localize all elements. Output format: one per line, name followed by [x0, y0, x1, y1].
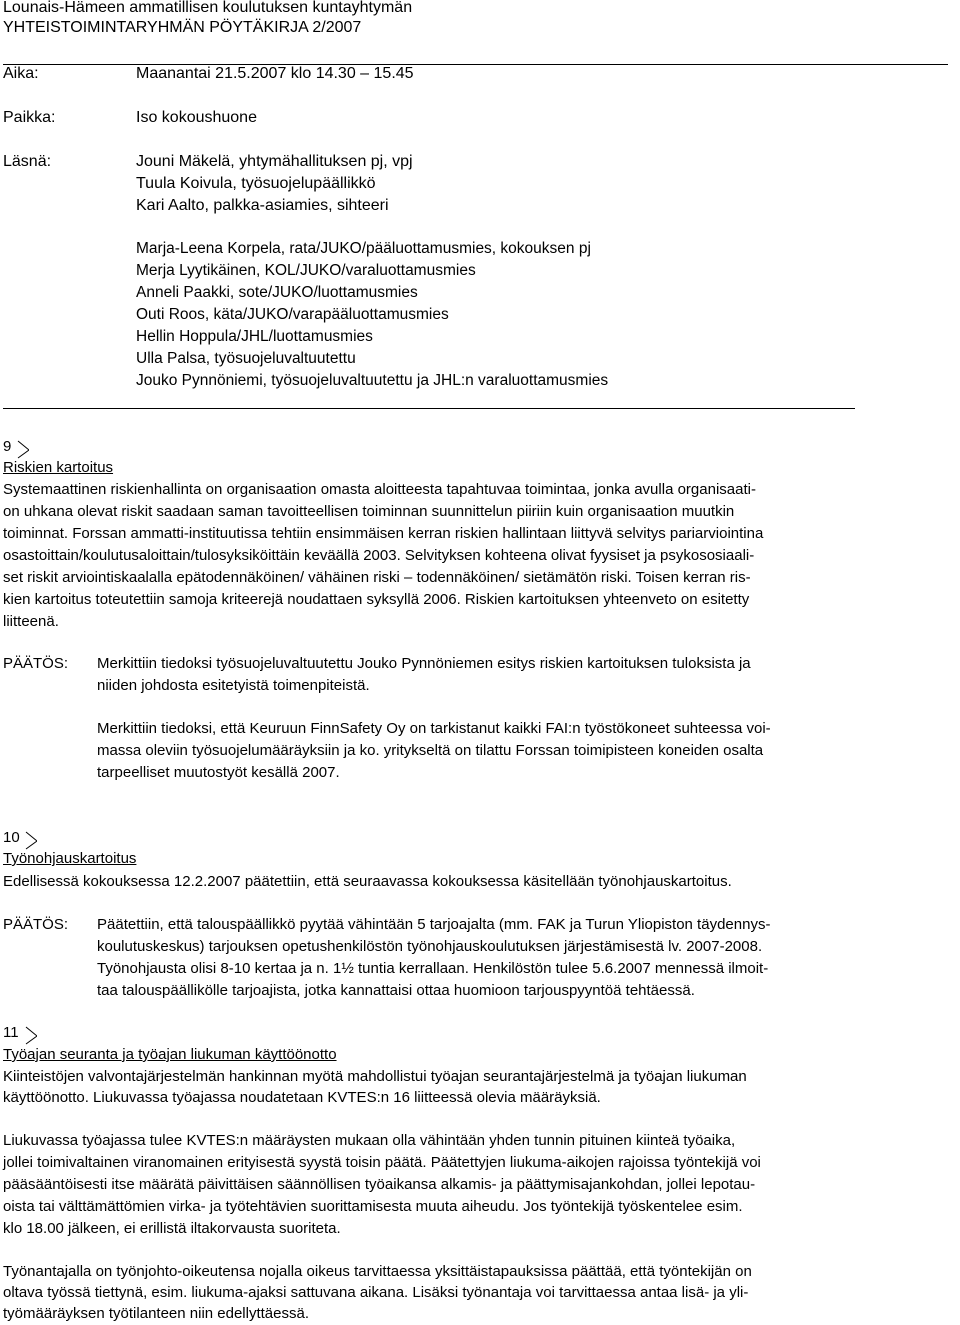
paatos-label-9: PÄÄTÖS:	[3, 655, 69, 672]
section-number: 11	[3, 1024, 19, 1041]
decision-line: massa oleviin työsuojelumääräyksiin ja ko. yritykseltä on tilattu Forssan toimipisteen koneiden osalta	[97, 742, 764, 759]
attendees-divider	[3, 408, 855, 409]
body-line: toiminnat. Forssan ammatti-instituutissa tehtiin ensimmäisen kerran riskien hallintaan liittyvä selvitys pariarviointina	[3, 525, 764, 542]
section-number: 9	[3, 438, 12, 455]
attendee: Ulla Palsa, työsuojeluvaltuutettu	[136, 350, 356, 367]
body-line: Kiinteistöjen valvontajärjestelmän hankinnan myötä mahdollistui työajan seurantajärjestelmä ja työajan liukuman	[3, 1068, 747, 1085]
attendee: Kari Aalto, palkka-asiamies, sihteeri	[136, 197, 389, 214]
decision-line: Merkittiin tiedoksi, että Keuruun FinnSafety Oy on tarkistanut kaikki FAI:n työstökoneet suhteessa voi-	[97, 720, 771, 737]
body-line: pääsääntöisesti itse määrätä päivittäisen säännöllisen työaikansa alkamis- ja päättymisajankohdan, jollei lepotau-	[3, 1176, 756, 1193]
decision-line: koulutuskeskus) tarjouksen opetushenkilöstön työnohjauskoulutuksen järjestämisestä lv. 2007-2008.	[97, 938, 763, 955]
body-line: kien kartoitus toteutettiin samoja kriteerejä noudattaen syksyllä 2006. Riskien kartoituksen yhteenveto on esitetty	[3, 591, 750, 608]
attendee: Outi Roos, käta/JUKO/varapääluottamusmies	[136, 306, 449, 323]
section-number-10	[3, 829, 20, 846]
decision-line: tarpeelliset muutostyöt kesällä 2007.	[97, 764, 340, 781]
section-mark-icon	[17, 439, 29, 459]
decision-line: Työnohjausta olisi 8-10 kertaa ja n. 1½ tuntia kerrallaan. Henkilöstön tulee 5.6.2007 mennessä ilmoit-	[97, 960, 769, 977]
section-title-11: Työajan seuranta ja työajan liukuman käyttöönotto	[3, 1046, 337, 1063]
decision-line: taa talouspäällikölle tarjoajista, jotka kannattaisi ottaa huomioon tarjouspyyntöä tehtäessä.	[97, 982, 695, 999]
body-line: osastoittain/koulutusaloittain/tulosyksiköittäin keväällä 2003. Selvityksen kohteena olivat fyysiset ja psykososiaali-	[3, 547, 755, 564]
body-line: Systemaattinen riskienhallinta on organisaation omasta aloitteesta tapahtuvaa toimintaa, jonka avulla organisaati-	[3, 481, 756, 498]
attendee: Tuula Koivula, työsuojelupäällikkö	[136, 175, 376, 192]
decision-line: Merkittiin tiedoksi työsuojeluvaltuutettu Jouko Pynnöniemen esitys riskien kartoituksen tuloksista ja	[97, 655, 751, 672]
body-line: oltava työssä tiettynä, esim. liukuma-ajaksi sattuvana aikana. Lisäksi työnantaja voi tarvittaessa antaa lisä- ja yli-	[3, 1284, 749, 1301]
aika-value: Maanantai 21.5.2007 klo 14.30 – 15.45	[136, 65, 414, 82]
decision-line: Päätettiin, että talouspäällikkö pyytää vähintään 5 tarjoajalta (mm. FAK ja Turun Yliopiston täydennys-	[97, 916, 771, 933]
section-number-11	[3, 1024, 19, 1041]
attendee: Jouni Mäkelä, yhtymähallituksen pj, vpj	[136, 153, 413, 170]
body-line: Työnantajalla on työnjohto-oikeutensa nojalla oikeus tarvittaessa yksittäistapauksissa päättää, että työntekijän on	[3, 1263, 752, 1280]
document-title: YHTEISTOIMINTARYHMÄN PÖYTÄKIRJA 2/2007	[3, 19, 362, 36]
attendee: Hellin Hoppula/JHL/luottamusmies	[136, 328, 373, 345]
section-title-9: Riskien kartoitus	[3, 459, 114, 476]
decision-line: niiden johdosta esitetyistä toimenpiteistä.	[97, 677, 370, 694]
body-line: työmääräyksen työtilanteen niin edellyttäessä.	[3, 1305, 310, 1322]
section-mark-icon	[25, 1025, 37, 1045]
attendee: Jouko Pynnöniemi, työsuojeluvaltuutettu ja JHL:n varaluottamusmies	[136, 372, 609, 389]
body-line: jollei toimivaltainen viranomainen erityisestä syystä toisin päätä. Päätettyjen liukuma-aikojen rajoissa työntekijä voi	[3, 1154, 761, 1171]
section-number: 10	[3, 829, 20, 846]
attendee: Merja Lyytikäinen, KOL/JUKO/varaluottamusmies	[136, 262, 476, 279]
lasna-label: Läsnä:	[3, 153, 52, 170]
section-title-10: Työnohjauskartoitus	[3, 850, 137, 867]
body-line: liitteenä.	[3, 613, 59, 630]
body-line: Liukuvassa työajassa tulee KVTES:n määräysten mukaan olla vähintään yhden tunnin pituinen kiinteä työaika,	[3, 1132, 736, 1149]
body-line: oista tai välttämättömien virka- ja työtehtävien suorittamisesta muuta aiheudu. Jos työntekijä työskentelee esim.	[3, 1198, 743, 1215]
aika-label: Aika:	[3, 65, 39, 82]
paikka-label: Paikka:	[3, 109, 56, 126]
body-line: klo 18.00 jälkeen, ei erillistä iltakorvausta suoriteta.	[3, 1220, 341, 1237]
attendee: Anneli Paakki, sote/JUKO/luottamusmies	[136, 284, 418, 301]
section10-body: Edellisessä kokouksessa 12.2.2007 päätettiin, että seuraavassa kokouksessa käsitellään työnohjauskartoitus.	[3, 873, 732, 890]
attendee: Marja-Leena Korpela, rata/JUKO/pääluottamusmies, kokouksen pj	[136, 240, 591, 257]
paatos-label-10: PÄÄTÖS:	[3, 916, 69, 933]
section-mark-icon	[25, 830, 37, 850]
section-number-9	[3, 438, 11, 455]
body-line: set riskit arviointiskaalalla epätodennäköinen/ vähäinen riski – todennäköinen/ sietämätön riski. Toisen kerran ris-	[3, 569, 751, 586]
organization-name: Lounais-Hämeen ammatillisen koulutuksen kuntayhtymän	[3, 0, 413, 16]
body-line: käyttöönotto. Liukuvassa työajassa noudatetaan KVTES:n 16 liitteessä olevia määräyksiä.	[3, 1089, 601, 1106]
paikka-value: Iso kokoushuone	[136, 109, 257, 126]
body-line: on uhkana olevat riskit saadaan saman tavoitteellisen toiminnan suunnittelun piiriin kuin organisaation muutkin	[3, 503, 735, 520]
